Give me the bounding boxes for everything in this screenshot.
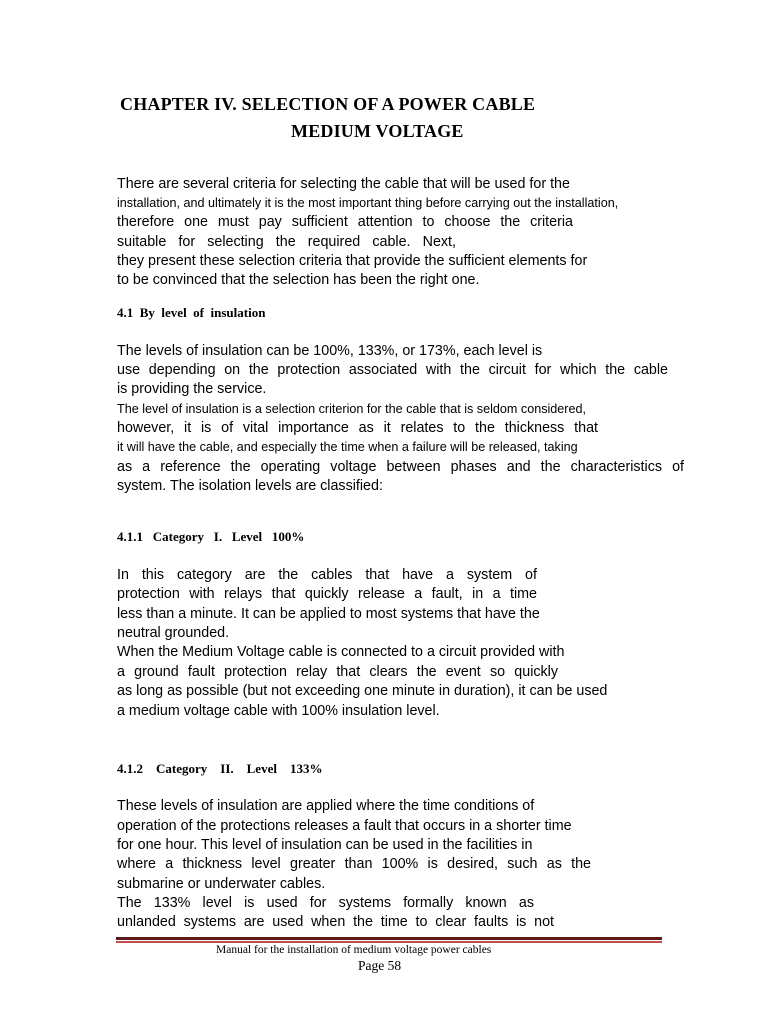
page-number: Page 58	[358, 958, 402, 973]
paragraph-line: The 133% level is used for systems formally known as	[117, 895, 534, 911]
paragraph-line: as long as possible (but not exceeding one minute in duration), it can be used	[117, 683, 608, 699]
chapter-subtitle: MEDIUM VOLTAGE	[291, 121, 464, 141]
footer-divider-accent	[116, 941, 662, 943]
paragraph-line: The level of insulation is a selection criterion for the cable that is seldom considered,	[117, 402, 587, 416]
paragraph-line: unlanded systems are used when the time to clear faults is not	[117, 914, 554, 930]
paragraph-line: a medium voltage cable with 100% insulation level.	[117, 703, 440, 719]
paragraph-line: where a thickness level greater than 100% is desired, such as the	[117, 856, 591, 872]
paragraph-line: operation of the protections releases a fault that occurs in a shorter time	[117, 818, 572, 834]
paragraph-line: less than a minute. It can be applied to most systems that have the	[117, 606, 540, 622]
paragraph-line: submarine or underwater cables.	[117, 876, 326, 892]
paragraph-line: a ground fault protection relay that clears the event so quickly	[117, 664, 558, 680]
intro-line: therefore one must pay sufficient attention to choose the criteria	[117, 214, 573, 230]
paragraph-line: In this category are the cables that have a system of	[117, 567, 537, 583]
paragraph-line: for one hour. This level of insulation can be used in the facilities in	[117, 837, 533, 853]
intro-line: installation, and ultimately it is the most important thing before carrying out the installation,	[117, 196, 619, 210]
chapter-title: CHAPTER IV. SELECTION OF A POWER CABLE	[120, 94, 536, 114]
section-heading: 4.1.2 Category II. Level 133%	[117, 761, 323, 776]
intro-line: they present these selection criteria that provide the sufficient elements for	[117, 253, 588, 269]
paragraph-line: system. The isolation levels are classified:	[117, 478, 383, 494]
paragraph-line: neutral grounded.	[117, 625, 230, 641]
paragraph-line: is providing the service.	[117, 381, 267, 397]
paragraph-line: as a reference the operating voltage between phases and the characteristics of	[117, 459, 684, 475]
footer-text: Manual for the installation of medium voltage power cables	[216, 944, 492, 956]
paragraph-line: however, it is of vital importance as it relates to the thickness that	[117, 420, 598, 436]
footer-divider	[116, 937, 662, 940]
paragraph-line: it will have the cable, and especially the time when a failure will be released, taking	[117, 440, 578, 454]
paragraph-line: These levels of insulation are applied where the time conditions of	[117, 798, 535, 814]
intro-line: suitable for selecting the required cable. Next,	[117, 234, 456, 250]
paragraph-line: protection with relays that quickly release a fault, in a time	[117, 586, 537, 602]
section-heading: 4.1 By level of insulation	[117, 305, 266, 320]
paragraph-line: When the Medium Voltage cable is connected to a circuit provided with	[117, 644, 565, 660]
intro-line: to be convinced that the selection has been the right one.	[117, 272, 480, 288]
intro-line: There are several criteria for selecting the cable that will be used for the	[117, 176, 570, 192]
paragraph-line: The levels of insulation can be 100%, 133%, or 173%, each level is	[117, 343, 543, 359]
section-heading: 4.1.1 Category I. Level 100%	[117, 529, 305, 544]
paragraph-line: use depending on the protection associated with the circuit for which the cable	[117, 362, 668, 378]
